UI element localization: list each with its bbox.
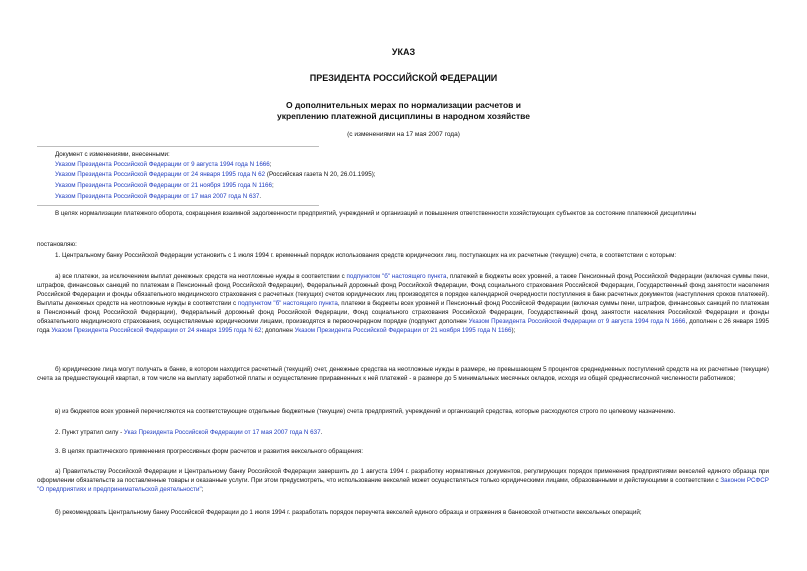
decree-62-link[interactable]: Указом Президента Российской Федерации от 24 января 1995 года N 62 — [51, 327, 262, 334]
change-link[interactable]: Указом Президента Российской Федерации от 9 августа 1994 года N 1666 — [55, 161, 270, 168]
change-item: Указом Президента Российской Федерации от 21 ноября 1995 года N 1166; — [55, 182, 274, 189]
change-item: Указом Президента Российской Федерации от 17 мая 2007 года N 637. — [55, 193, 262, 200]
change-link[interactable]: Указом Президента Российской Федерации от 24 января 1995 года N 62 — [55, 171, 266, 178]
paragraph-3a: а) Правительству Российской Федерации и Центральному банку Российской Федерации завершить до 1 августа 1994 г. разработку нормативных документов, регулирующих порядок применения предприятиями векселей единого образца при оформлении обязательств за поставленные товары и оказанные услуги. При этом предусмотреть, что использование векселей может осуществляться только юридическими лицами, образованными и действующими в соответствии с Законом РСФСР "О предприятиях и предпринимательской деятельности"; — [37, 468, 769, 493]
changes-top-rule — [37, 146, 319, 147]
paragraph-1: 1. Центральному банку Российской Федерации установить с 1 июля 1994 г. временный порядок использования средств юридических лиц, поступающих на их расчетные (текущие) счета, в соответствии с которым: — [55, 252, 677, 259]
preamble-paragraph: В целях нормализации платежного оборота, сокращения взаимной задолженности предприятий, учреждений и организаций и повышения ответственности хозяйствующих субъектов за состояние платежной дисциплины — [55, 210, 696, 217]
document-title-line-1: О дополнительных мерах по нормализации расчетов и — [286, 100, 521, 110]
subclause-b-link[interactable]: подпунктом "б" настоящего пункта — [237, 300, 338, 307]
paragraph-1a: а) все платежи, за исключением выплат денежных средств на неотложные нужды в соответствии с подпунктом "б" настоящего пункта, платежей в бюджеты всех уровней, а также Пенсионный фонд Российской Федерации (включая суммы пени, штрафов, финансовых санкций по платежам в Пенсионный фонд Российской Федерации), Федеральный дорожный фонд Российской Федерации, Фонд социального страхования Российской Федерации, Государственный фонд занятости населения Российской Федерации и фонды обязательного медицинского страхования с расчетных (текущих) счетов юридических лиц производятся в порядке календарной очередности поступления в банк расчетных документов (наступления сроков платежей). Выплаты денежных средств на неотложные нужды в соответствии с подпунктом "б" настоящего пункта, платежи в бюджеты всех уровней и Пенсионный фонд Российской Федерации (включая суммы пени, штрафов, финансовых санкций по платежам в Пенсионный фонд Российской Федерации), Федеральный дорожный фонд Российской Федерации, Фонд социального страхования Российской Федерации, Государственный фонд занятости населения Российской Федерации и фонды обязательного медицинского страхования, осуществляемые юридическими лицами, производятся в первоочередном порядке (подпункт дополнен Указом Президента Российской Федерации от 9 августа 1994 года N 1666, дополнен с 26 января 1995 года Указом Президента Российской Федерации от 24 января 1995 года N 62; дополнен Указом Президента Российской Федерации от 21 ноября 1995 года N 1166); — [37, 273, 770, 334]
paragraph-3: 3. В целях практического применения прогрессивных форм расчетов и развития вексельного обращения: — [55, 448, 364, 455]
decree-word: постановляю: — [37, 241, 77, 248]
revision-note: (с изменениями на 17 мая 2007 года) — [347, 131, 460, 138]
decree-637-link[interactable]: Указ Президента Российской Федерации от 17 мая 2007 года N 637 — [123, 429, 321, 436]
decree-1166-link[interactable]: Указом Президента Российской Федерации от 21 ноября 1995 года N 1166 — [294, 327, 512, 334]
subclause-b-link[interactable]: подпунктом "б" настоящего пункта — [346, 273, 447, 280]
decree-heading: УКАЗ — [391, 47, 416, 57]
changes-bottom-rule — [37, 205, 319, 206]
change-link[interactable]: Указом Президента Российской Федерации от 17 мая 2007 года N 637 — [55, 193, 260, 200]
issuer-heading: ПРЕЗИДЕНТА РОССИЙСКОЙ ФЕДЕРАЦИИ — [309, 73, 498, 83]
paragraph-1v: в) из бюджетов всех уровней перечисляются на соответствующие отдельные бюджетные (текущие) счета предприятий, учреждений и организаций средства, которые расходуются строго по целевому назначению. — [55, 408, 676, 415]
change-item: Указом Президента Российской Федерации от 24 января 1995 года N 62 (Российская газета N 20, 26.01.1995); — [55, 171, 376, 178]
paragraph-1b: б) юридические лица могут получать в банке, в котором находится расчетный (текущий) счет, денежные средства на неотложные нужды в размере, не превышающем 5 процентов среднедневных поступлений средств на их расчетные (текущие) счета за предшествующий квартал, в том числе на выплату заработной платы и осуществление приравненных к ней платежей - в размере до 5 минимальных месячных окладов, исходя из общей среднесписочной численности работников; — [37, 366, 769, 382]
enterprise-law-link[interactable]: Законом РСФСР "О предприятиях и предпринимательской деятельности" — [37, 477, 769, 493]
change-item: Указом Президента Российской Федерации от 9 августа 1994 года N 1666; — [55, 161, 272, 168]
document-title-line-2: укреплению платежной дисциплины в народном хозяйстве — [276, 111, 531, 121]
decree-1666-link[interactable]: Указом Президента Российской Федерации от 9 августа 1994 года N 1666 — [468, 318, 686, 325]
change-link[interactable]: Указом Президента Российской Федерации от 21 ноября 1995 года N 1166 — [55, 182, 272, 189]
paragraph-2: 2. Пункт утратил силу - Указ Президента Российской Федерации от 17 мая 2007 года N 637. — [55, 429, 323, 436]
changes-intro: Документ с изменениями, внесенными: — [55, 151, 170, 158]
paragraph-3b: б) рекомендовать Центральному банку Российской Федерации до 1 июля 1994 г. разработать порядок переучета векселей единого образца и отражения в банковской отчетности вексельных операций; — [55, 509, 642, 516]
